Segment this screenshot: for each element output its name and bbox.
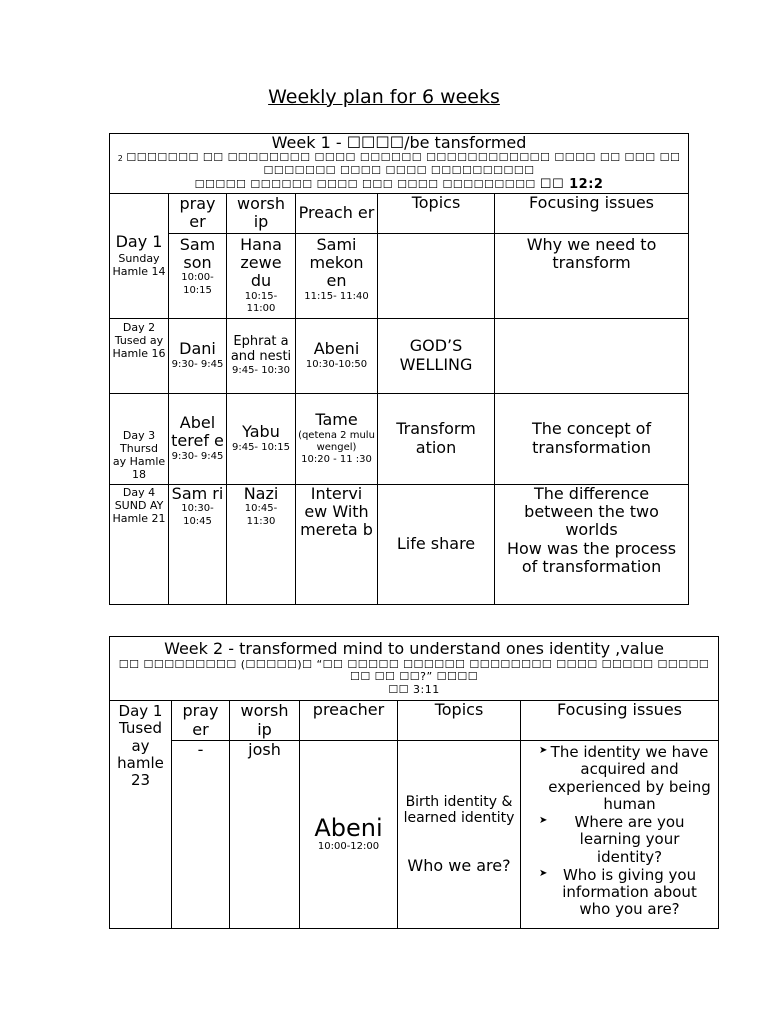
week1-verse: 2 ☐☐☐☐☐☐☐ ☐☐ ☐☐☐☐☐☐☐☐ ☐☐☐☐ ☐☐☐☐☐☐ ☐☐☐☐☐☐☐☐☐☐☐☐ ☐☐☐☐ ☐☐ ☐☐☐ ☐☐ ☐☐☐☐☐☐☐ ☐☐☐☐ ☐☐☐☐ ☐☐☐☐☐☐☐☐☐☐ ☐☐☐☐☐ ☐☐☐☐☐☐ ☐☐☐☐ ☐☐☐ ☐☐☐☐ ☐☐☐☐☐☐☐☐☐ ☐☐ 12:2: [117, 151, 681, 192]
day1-worship: Hana zewe du 10:15- 11:00: [227, 233, 296, 318]
list-item: ➤ Who is giving you information about who you are?: [539, 865, 697, 919]
issues-list: [523, 744, 716, 919]
day4-topic: Life share: [378, 484, 495, 604]
week1-day2-cell: Day 2 Tused ay Hamle 16: [110, 318, 169, 393]
page-title: Weekly plan for 6 weeks: [268, 86, 500, 108]
day1-topic: [378, 233, 495, 318]
col-header-topics: Topics: [378, 193, 495, 233]
w2-day1-preacher: Abeni 10:00-12:00: [300, 741, 398, 929]
week1-header: [110, 134, 689, 194]
w2-day1-worship: josh: [230, 741, 300, 929]
arrow-bullet-icon: ➤: [539, 867, 548, 879]
day1-issue: Why we need to transform: [495, 233, 689, 318]
day4-preacher: Intervi ew With mereta b: [296, 484, 378, 604]
day3-preacher: Tame (qetena 2 mulu wengel) 10:20 - 11 :30: [296, 393, 378, 484]
week1-day4-cell: Day 4 SUND AY Hamle 21: [110, 484, 169, 604]
week2-day1-cell: Day 1 Tused ay hamle 23: [110, 701, 172, 929]
col-header-worship: worsh ip: [230, 701, 300, 741]
arrow-bullet-icon: ➤: [539, 745, 548, 756]
col-header-preacher: Preach er: [296, 193, 378, 233]
day3-topic: Transform ation: [378, 393, 495, 484]
col-header-preacher: preacher: [300, 701, 398, 741]
week2-header: [110, 637, 719, 701]
week1-table: [109, 133, 689, 605]
week1-heading: Week 1 - ☐☐☐☐/be tansformed: [271, 133, 527, 152]
day2-preacher: Abeni 10:30-10:50: [296, 318, 378, 393]
w2-day1-topic: Birth identity & learned identity Who we are?: [398, 741, 521, 929]
week2-table: [109, 636, 719, 929]
day2-issue: [495, 318, 689, 393]
col-header-worship: worsh ip: [227, 193, 296, 233]
col-header-prayer: pray er: [172, 701, 230, 741]
arrow-bullet-icon: ➤: [539, 815, 548, 826]
col-header-topics: Topics: [398, 701, 521, 741]
day2-prayer: Dani 9:30- 9:45: [169, 318, 227, 393]
day4-worship: Nazi 10:45- 11:30: [227, 484, 296, 604]
day3-prayer: Abel teref e 9:30- 9:45: [169, 393, 227, 484]
list-item: ➤ The identity we have acquired and experienced by being human: [539, 743, 711, 813]
day-date: Sunday Hamle 14: [112, 251, 166, 278]
day1-preacher: Sami mekon en 11:15- 11:40: [296, 233, 378, 318]
col-header-prayer: pray er: [169, 193, 227, 233]
day2-worship: Ephrat a and nesti 9:45- 10:30: [227, 318, 296, 393]
col-header-focusing: Focusing issues: [521, 701, 719, 741]
day3-worship: Yabu 9:45- 10:15: [227, 393, 296, 484]
list-item: ➤ Where are you learning your identity?: [539, 813, 685, 866]
day4-prayer: Sam ri 10:30- 10:45: [169, 484, 227, 604]
week1-day3-cell: Day 3 Thursd ay Hamle 18: [110, 393, 169, 484]
day2-topic: GOD’S WELLING: [378, 318, 495, 393]
w2-day1-issues: [521, 741, 719, 929]
week2-heading: Week 2 - transformed mind to understand ones identity ,value: [164, 639, 664, 659]
week2-verse: ☐☐ ☐☐☐☐☐☐☐☐☐ (☐☐☐☐☐)☐ “☐☐ ☐☐☐☐☐ ☐☐☐☐☐☐ ☐☐☐☐☐☐☐☐ ☐☐☐☐ ☐☐☐☐☐ ☐☐☐☐☐ ☐☐ ☐☐ ☐☐?” ☐☐☐☐ ☐☐ 3:11: [118, 657, 710, 697]
day3-issue: The concept of transformation: [495, 393, 689, 484]
w2-day1-prayer: -: [172, 741, 230, 929]
col-header-focusing: Focusing issues: [495, 193, 689, 233]
week1-day1-cell: [110, 193, 169, 318]
day4-issue: The difference between the two worlds How was the process of transformation: [495, 484, 689, 604]
day1-prayer: Sam son 10:00- 10:15: [169, 233, 227, 318]
day-label: Day 1: [115, 232, 163, 252]
